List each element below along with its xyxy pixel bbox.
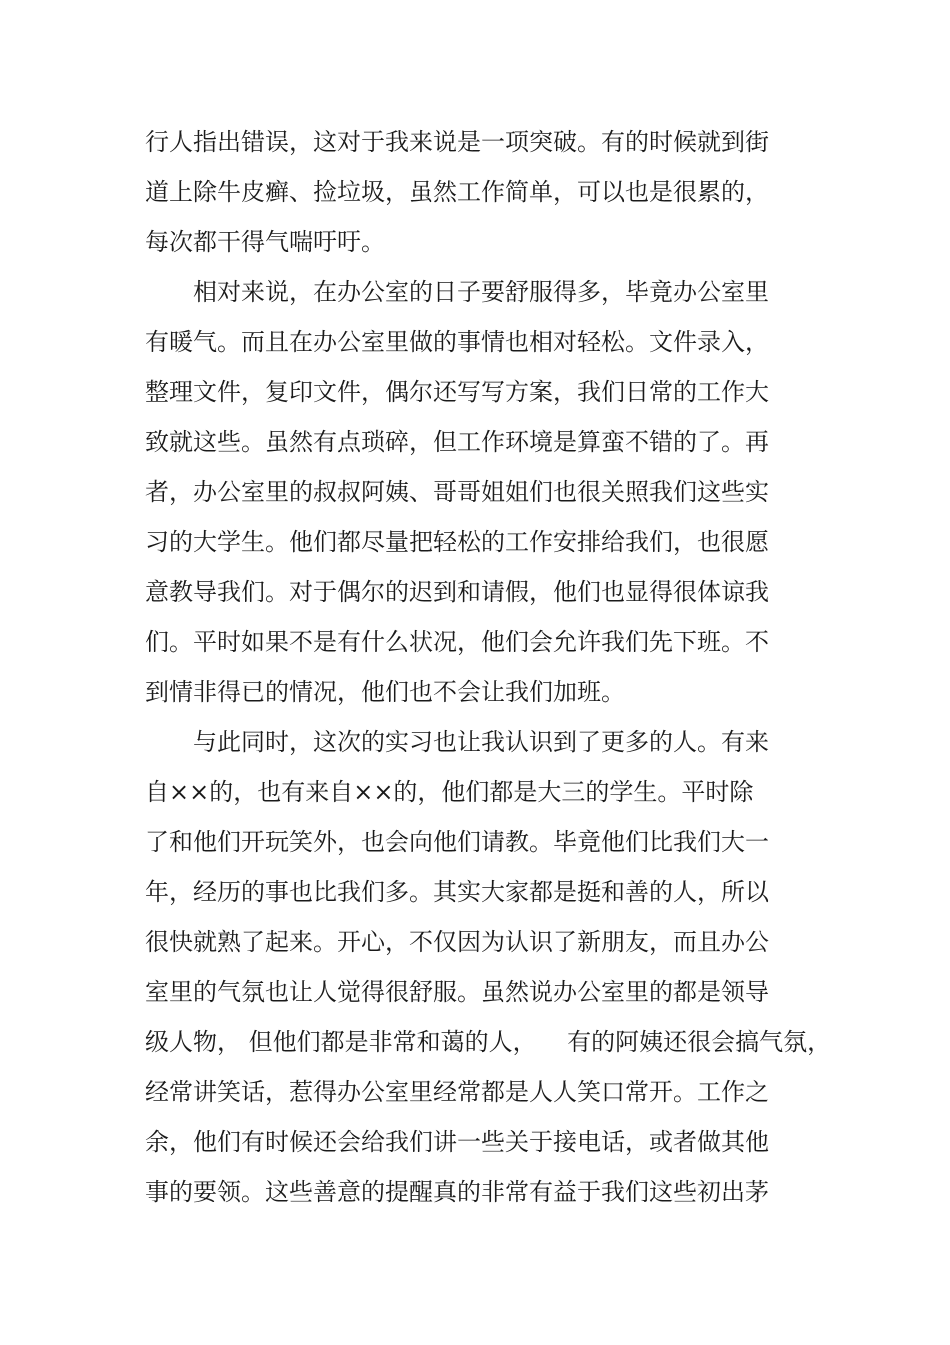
text-line: 每次都干得气喘吁吁。 — [145, 228, 385, 256]
text-line: 级人物， 但他们都是非常和蔼的人， 有的阿姨还很会搞气氛， — [145, 1028, 832, 1056]
text-line: 经常讲笑话，惹得办公室里经常都是人人笑口常开。工作之 — [145, 1078, 769, 1106]
text-line: 室里的气氛也让人觉得很舒服。虽然说办公室里的都是领导 — [145, 978, 769, 1006]
text-line: 了和他们开玩笑外，也会向他们请教。毕竟他们比我们大一 — [145, 828, 769, 856]
text-line: 行人指出错误，这对于我来说是一项突破。有的时候就到街 — [145, 128, 769, 156]
text-line: 与此同时，这次的实习也让我认识到了更多的人。有来 — [193, 728, 769, 756]
text-line: 整理文件，复印文件，偶尔还写写方案，我们日常的工作大 — [145, 378, 769, 406]
text-line: 习的大学生。他们都尽量把轻松的工作安排给我们，也很愿 — [145, 528, 769, 556]
text-line: 者，办公室里的叔叔阿姨、哥哥姐姐们也很关照我们这些实 — [145, 478, 769, 506]
text-line: 到情非得已的情况，他们也不会让我们加班。 — [145, 678, 625, 706]
text-line: 相对来说，在办公室的日子要舒服得多，毕竟办公室里 — [193, 278, 769, 306]
text-line: 意教导我们。对于偶尔的迟到和请假，他们也显得很体谅我 — [145, 578, 769, 606]
text-line: 自××的，也有来自××的，他们都是大三的学生。平时除 — [145, 778, 754, 806]
text-line: 事的要领。这些善意的提醒真的非常有益于我们这些初出茅 — [145, 1178, 769, 1206]
text-line: 余，他们有时候还会给我们讲一些关于接电话，或者做其他 — [145, 1128, 769, 1156]
text-line: 年，经历的事也比我们多。其实大家都是挺和善的人，所以 — [145, 878, 769, 906]
text-line: 有暖气。而且在办公室里做的事情也相对轻松。文件录入， — [145, 328, 769, 356]
text-line: 致就这些。虽然有点琐碎，但工作环境是算蛮不错的了。再 — [145, 428, 769, 456]
text-line: 很快就熟了起来。开心，不仅因为认识了新朋友，而且办公 — [145, 928, 769, 956]
text-line: 们。平时如果不是有什么状况，他们会允许我们先下班。不 — [145, 628, 769, 656]
text-line: 道上除牛皮癣、捡垃圾，虽然工作简单，可以也是很累的， — [145, 178, 769, 206]
